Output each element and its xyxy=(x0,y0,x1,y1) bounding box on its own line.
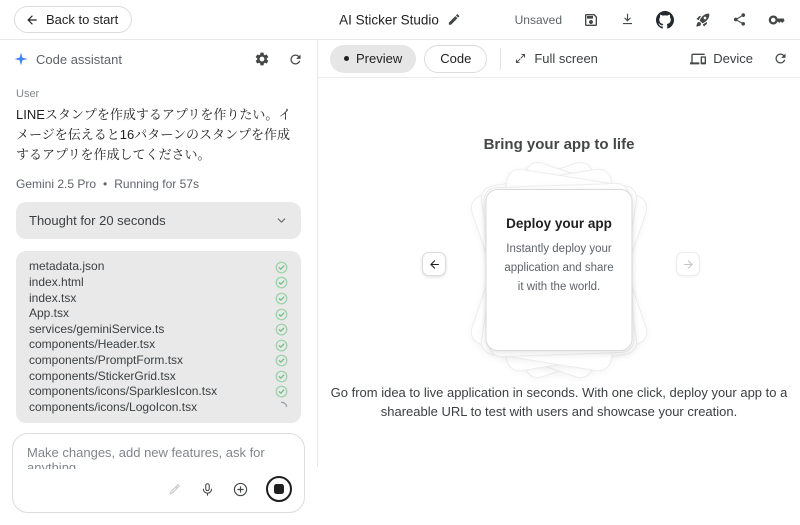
tab-preview[interactable] xyxy=(330,45,416,73)
model-name: Gemini 2.5 Pro xyxy=(16,177,97,192)
check-circle-icon xyxy=(275,385,288,398)
running-status: Running for 57s xyxy=(114,177,199,192)
file-name: components/icons/SparklesIcon.tsx xyxy=(29,384,218,399)
preview-stage xyxy=(318,78,800,467)
file-row xyxy=(29,306,288,322)
download-icon[interactable] xyxy=(620,12,635,27)
main-split xyxy=(0,40,800,467)
file-row xyxy=(29,259,288,275)
user-message: LINEスタンプを作成するアプリを作りたい。イメージを伝えると16パターンのスタンプを作成するアプリを作成してください。 xyxy=(16,107,292,163)
topbar-actions xyxy=(515,11,786,29)
tab-preview-label: Preview xyxy=(356,51,403,66)
preview-header-right xyxy=(690,51,788,67)
deploy-rocket-icon[interactable] xyxy=(695,12,711,28)
model-separator: • xyxy=(103,177,108,192)
devices-icon xyxy=(690,51,706,67)
file-name: index.html xyxy=(29,275,84,290)
header-divider xyxy=(500,48,501,70)
check-circle-icon xyxy=(275,354,288,367)
microphone-icon[interactable] xyxy=(200,482,215,497)
active-dot-icon xyxy=(344,56,349,61)
github-icon[interactable] xyxy=(656,11,674,29)
back-arrow-icon xyxy=(25,13,39,27)
stage-footer-text: Go from idea to live application in seconds. With one click, deploy your app to a shareable URL to test with users and showcase your creation. xyxy=(330,385,788,419)
stage-heading: Bring your app to life xyxy=(483,136,635,153)
api-key-icon[interactable] xyxy=(768,11,786,29)
deploy-feature-card xyxy=(486,189,633,351)
chat-input-field[interactable] xyxy=(27,445,292,469)
top-bar xyxy=(0,0,800,40)
feature-card-carousel xyxy=(484,188,634,352)
check-circle-icon xyxy=(275,323,288,336)
save-icon[interactable] xyxy=(583,12,599,28)
file-name: components/icons/LogoIcon.tsx xyxy=(29,399,198,414)
file-row xyxy=(29,291,288,307)
file-row xyxy=(29,337,288,353)
thought-accordion[interactable] xyxy=(16,202,301,239)
chat-input-box[interactable] xyxy=(12,433,305,513)
edit-pen-icon[interactable] xyxy=(167,481,183,497)
assistant-header xyxy=(0,40,317,78)
file-row xyxy=(29,384,288,400)
code-assistant-panel xyxy=(0,40,318,467)
chat-transcript xyxy=(0,78,317,423)
app-title-group xyxy=(339,12,461,27)
check-circle-icon xyxy=(275,292,288,305)
file-row xyxy=(29,353,288,369)
tab-code[interactable] xyxy=(424,45,487,73)
app-title: AI Sticker Studio xyxy=(339,12,439,27)
file-name: components/StickerGrid.tsx xyxy=(29,368,176,383)
full-screen-button[interactable] xyxy=(514,51,598,66)
chevron-down-icon xyxy=(275,214,288,227)
refresh-preview-icon[interactable] xyxy=(773,51,788,66)
file-name: services/geminiService.ts xyxy=(29,321,165,336)
device-label: Device xyxy=(713,51,753,66)
preview-header xyxy=(318,40,800,78)
assistant-header-label: Code assistant xyxy=(36,51,122,67)
check-circle-icon xyxy=(275,339,288,352)
check-circle-icon xyxy=(275,308,288,321)
thought-label: Thought for 20 seconds xyxy=(29,213,166,229)
file-row xyxy=(29,275,288,291)
back-button-label: Back to start xyxy=(46,12,119,27)
file-name: App.tsx xyxy=(29,306,70,321)
feature-card-body: Instantly deploy your application and share it with the world. xyxy=(504,243,614,293)
check-circle-icon xyxy=(275,276,288,289)
stage-footer xyxy=(318,384,800,422)
model-status-row xyxy=(16,177,301,191)
spinner-icon xyxy=(275,401,288,414)
file-row xyxy=(29,369,288,385)
assistant-header-actions xyxy=(254,51,303,67)
carousel-next-button[interactable] xyxy=(676,252,700,276)
stop-icon xyxy=(274,484,284,494)
save-status-badge: Unsaved xyxy=(514,12,562,27)
chat-input-actions xyxy=(27,474,292,504)
file-name: index.tsx xyxy=(29,290,77,305)
tab-code-label: Code xyxy=(440,51,472,66)
restart-chat-icon[interactable] xyxy=(288,52,303,67)
user-role-label: User xyxy=(16,88,40,100)
expand-icon xyxy=(514,52,527,65)
file-name: metadata.json xyxy=(29,259,105,274)
stop-generating-button[interactable] xyxy=(266,476,292,502)
carousel-prev-button[interactable] xyxy=(422,252,446,276)
file-row xyxy=(29,400,288,416)
chat-input-area xyxy=(0,423,317,525)
add-attachment-icon[interactable] xyxy=(232,481,249,498)
generated-files-list xyxy=(16,251,301,423)
rename-pencil-icon[interactable] xyxy=(447,13,461,27)
sparkle-icon xyxy=(14,52,28,66)
device-button[interactable] xyxy=(690,51,753,67)
feature-card-title: Deploy your app xyxy=(506,216,612,231)
back-to-start-button[interactable] xyxy=(14,6,132,33)
file-name: components/PromptForm.tsx xyxy=(29,352,184,367)
check-circle-icon xyxy=(275,370,288,383)
file-row xyxy=(29,322,288,338)
check-circle-icon xyxy=(275,261,288,274)
settings-gear-icon[interactable] xyxy=(254,51,270,67)
file-name: components/Header.tsx xyxy=(29,337,156,352)
preview-panel xyxy=(318,40,800,467)
share-icon[interactable] xyxy=(732,12,747,27)
full-screen-label: Full screen xyxy=(534,51,598,66)
